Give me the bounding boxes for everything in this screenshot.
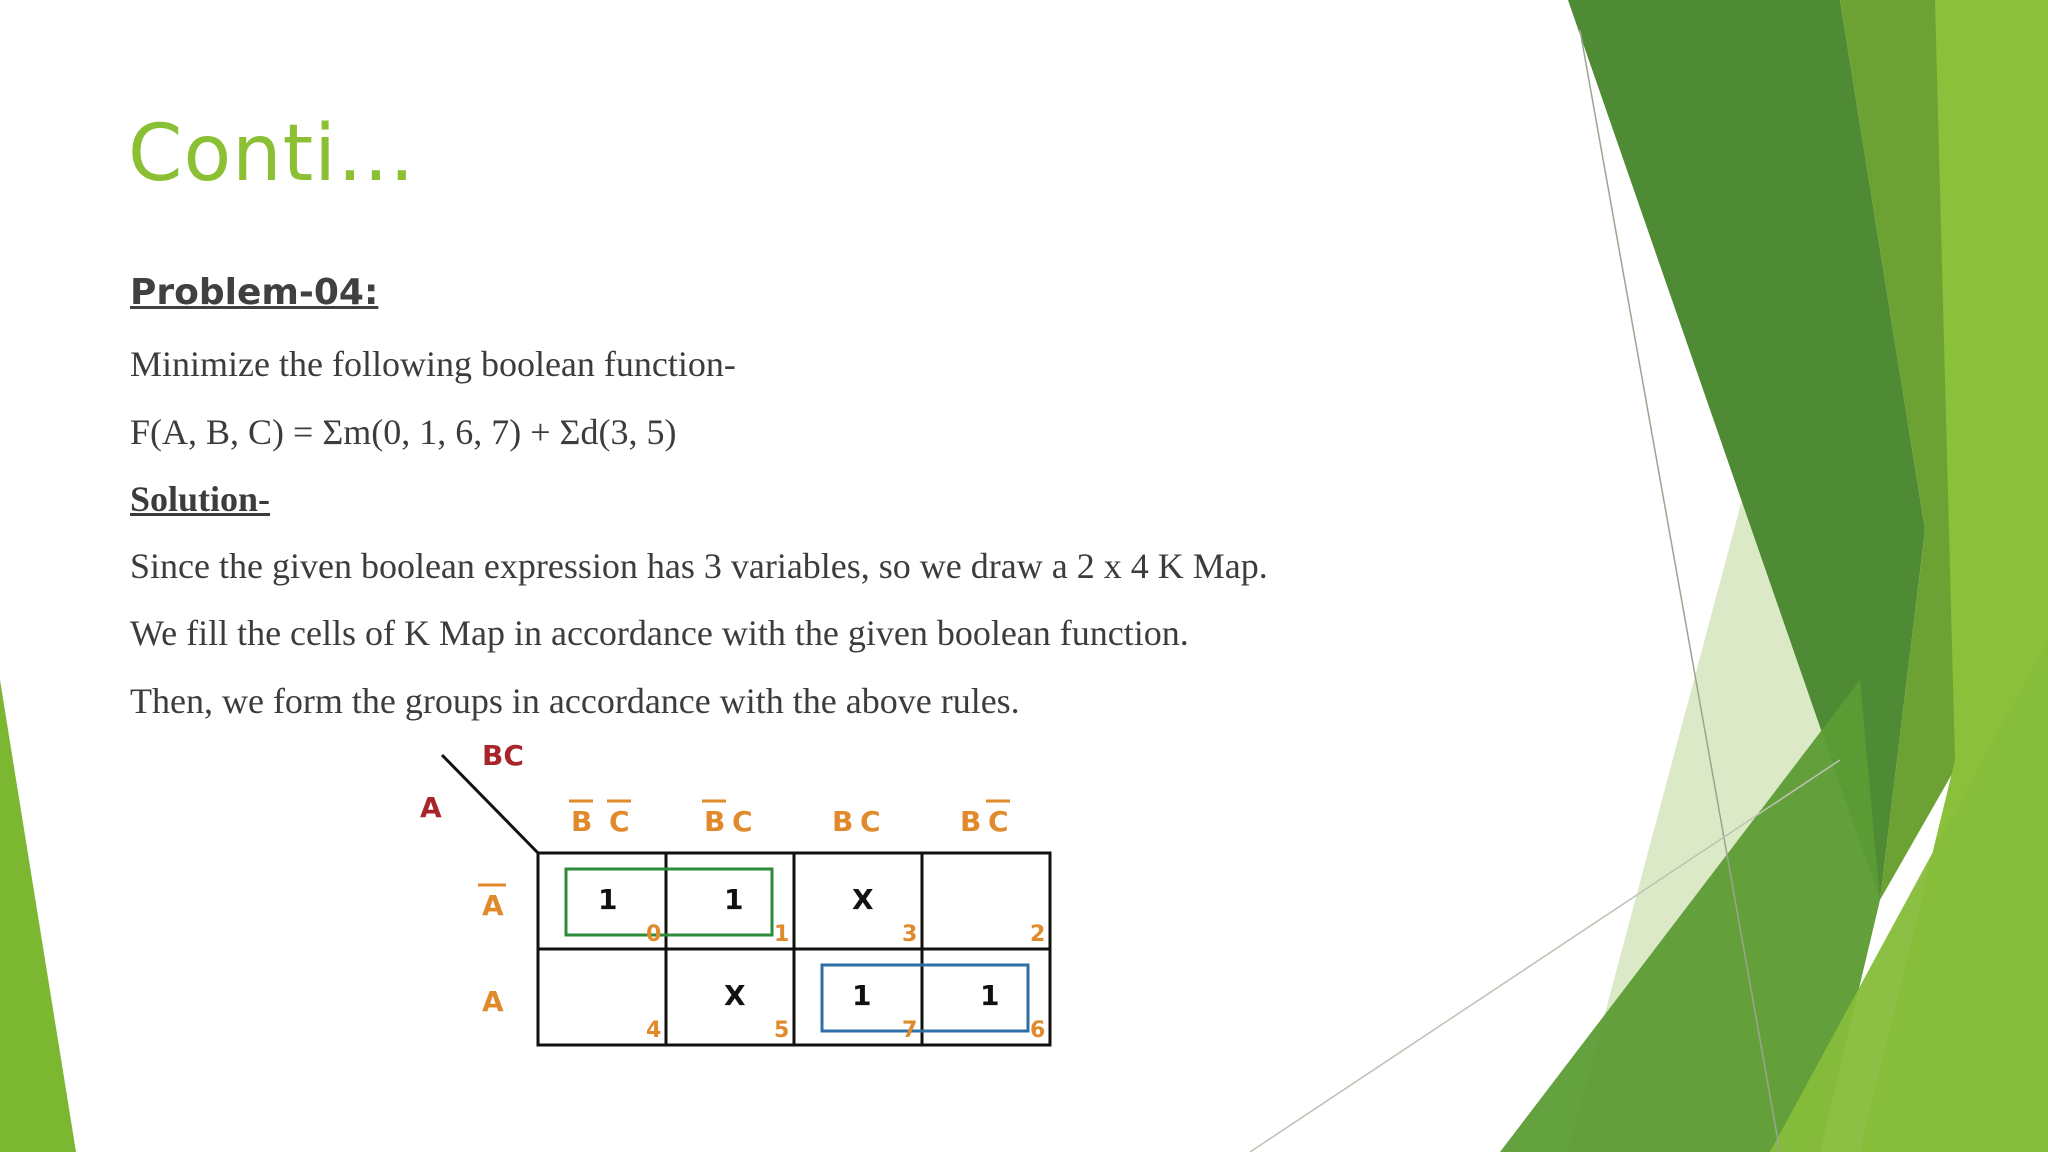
- kmap-cell-index-0-1: 1: [774, 922, 790, 947]
- left-green-sliver: [0, 680, 76, 1152]
- kmap-row-variable: A: [420, 791, 442, 824]
- k-map-diagram: [400, 735, 1080, 1055]
- problem-function: F(A, B, C) = Σm(0, 1, 6, 7) + Σd(3, 5): [130, 412, 677, 452]
- slide-title: Conti…: [128, 109, 416, 199]
- kmap-col-header-3-C: C: [988, 805, 1009, 838]
- kmap-col-variable: BC: [482, 739, 524, 772]
- kmap-row-header-1: A: [482, 985, 504, 1018]
- solution-line-1: Since the given boolean expression has 3 variables, so we draw a 2 x 4 K Map.: [130, 546, 1268, 586]
- kmap-col-header-0-B: B: [571, 805, 593, 838]
- kmap-cell-index-1-1: 5: [774, 1018, 790, 1043]
- kmap-col-header-1-B: B: [704, 805, 726, 838]
- kmap-cell-index-0-3: 2: [1030, 922, 1046, 947]
- kmap-col-header-0-C: C: [609, 805, 630, 838]
- kmap-col-header-2-B: B: [832, 805, 854, 838]
- kmap-cell-index-1-3: 6: [1030, 1018, 1046, 1043]
- solution-line-3: Then, we form the groups in accordance with the above rules.: [130, 681, 1020, 721]
- kmap-cell-index-0-0: 0: [646, 922, 662, 947]
- kmap-cell-value-0-2: X: [852, 883, 874, 916]
- problem-heading: Problem-04:: [130, 272, 379, 313]
- kmap-cell-value-0-1: 1: [724, 883, 744, 916]
- kmap-col-header-2-C: C: [860, 805, 881, 838]
- kmap-cell-value-1-3: 1: [980, 979, 1000, 1012]
- problem-line-1: Minimize the following boolean function-: [130, 344, 736, 384]
- kmap-col-header-1-C: C: [732, 805, 753, 838]
- kmap-cell-index-0-2: 3: [902, 922, 918, 947]
- kmap-col-header-3-B: B: [960, 805, 982, 838]
- solution-heading: Solution-: [130, 479, 271, 519]
- kmap-cell-value-0-0: 1: [598, 883, 618, 916]
- solution-line-2: We fill the cells of K Map in accordance with the given boolean function.: [130, 613, 1189, 653]
- kmap-cell-value-1-1: X: [724, 979, 746, 1012]
- kmap-cell-index-1-0: 4: [646, 1018, 662, 1043]
- kmap-cell-index-1-2: 7: [902, 1018, 918, 1043]
- kmap-cell-value-1-2: 1: [852, 979, 872, 1012]
- kmap-row-header-0: A: [482, 889, 504, 922]
